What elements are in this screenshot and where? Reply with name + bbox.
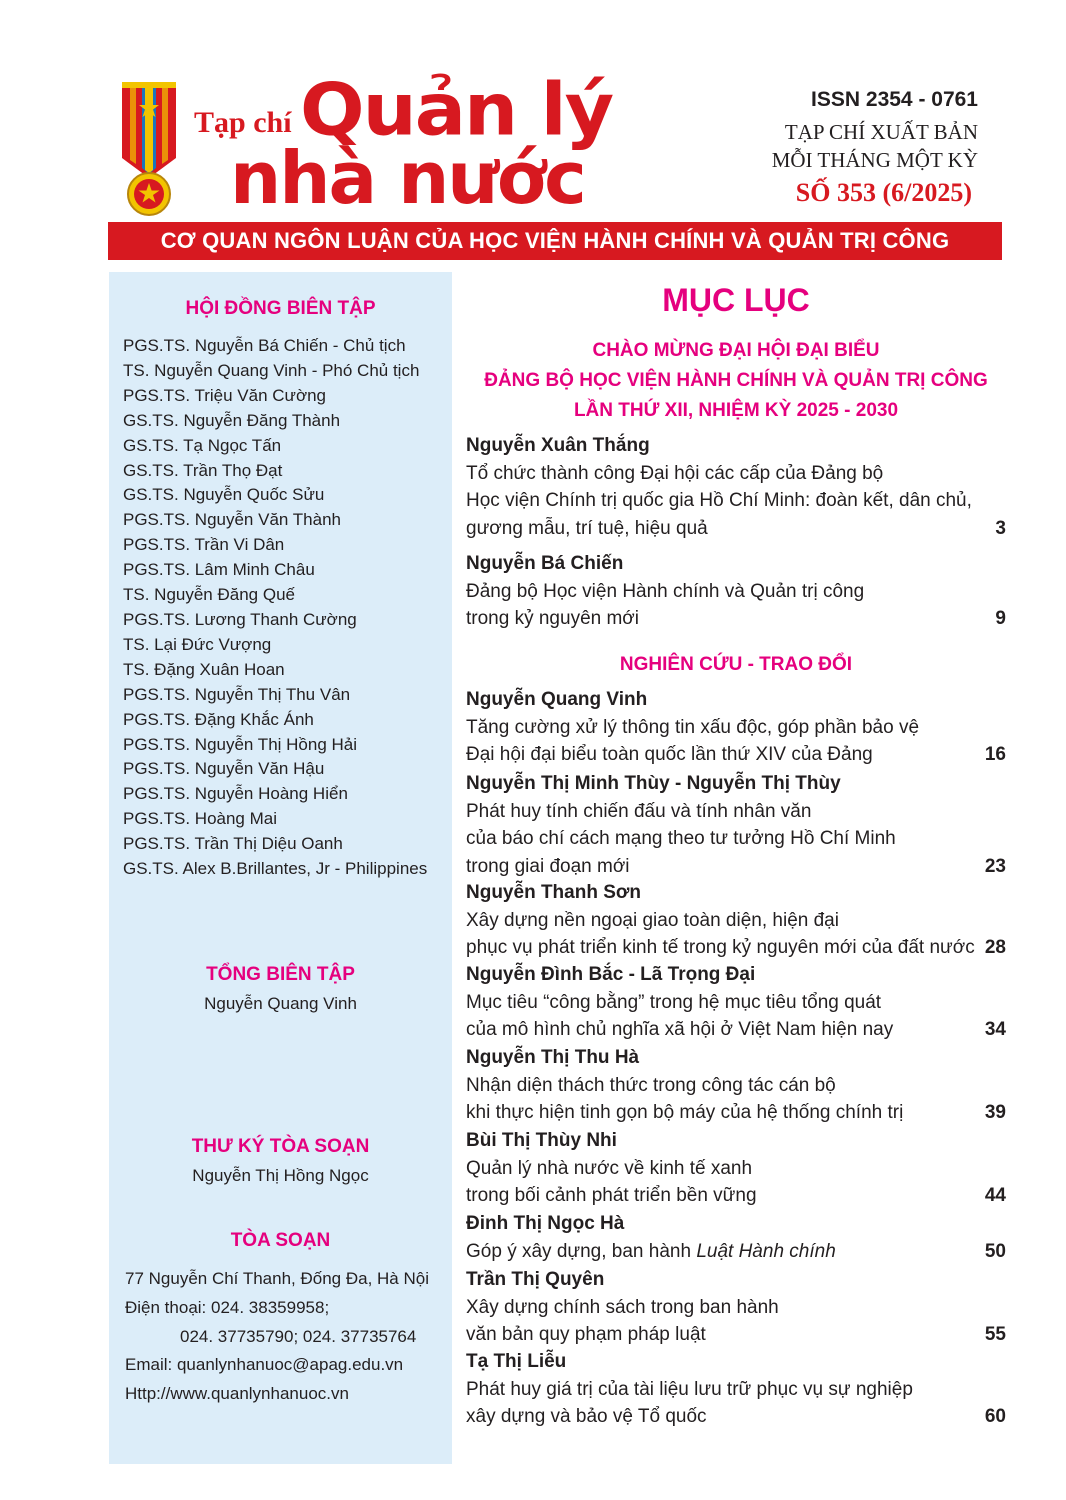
board-member: PGS.TS. Trần Thị Diệu Oanh [123, 834, 343, 854]
toc-entry-author: Nguyễn Quang Vinh [466, 689, 648, 710]
toc-entry-page-number: 55 [984, 1324, 1006, 1345]
board-member: PGS.TS. Đặng Khắc Ánh [123, 709, 314, 729]
editorial-sidebar [109, 272, 452, 1464]
toc-entry[interactable] [466, 1044, 1006, 1127]
toc-entry-title-line [466, 1155, 1006, 1183]
editor-in-chief-heading: TỔNG BIÊN TẬP [206, 964, 355, 985]
section-heading-congress-line-2: ĐẢNG BỘ HỌC VIỆN HÀNH CHÍNH VÀ QUẢN TRỊ CÔNG [484, 370, 988, 391]
board-member: PGS.TS. Nguyễn Thị Thu Vân [123, 684, 351, 704]
toc-entry-author: Tạ Thị Liễu [466, 1351, 567, 1372]
secretary-name: Nguyễn Thị Hồng Ngọc [192, 1166, 369, 1185]
journal-title-line-2: nhà nước [230, 136, 585, 220]
toc-entry-title-line [466, 515, 1006, 543]
board-member: PGS.TS. Trần Vi Dân [123, 535, 285, 555]
board-member: TS. Nguyễn Quang Vinh - Phó Chủ tịch [123, 360, 420, 380]
toc-entry-author: Nguyễn Xuân Thắng [466, 435, 650, 456]
board-member: PGS.TS. Lâm Minh Châu [123, 560, 315, 580]
toc-entry-title-line [466, 460, 1006, 488]
toc-entry-page-number: 39 [984, 1102, 1006, 1123]
toc-entry[interactable] [466, 1266, 1006, 1349]
section-heading-research: NGHIÊN CỨU - TRAO ĐỔI [619, 654, 853, 675]
toc-entry[interactable] [466, 1127, 1006, 1210]
board-member: GS.TS. Trần Thọ Đạt [123, 460, 283, 480]
office-website: Http://www.quanlynhanuoc.vn [125, 1384, 349, 1404]
office-contact [125, 1265, 429, 1409]
toc-entry-page-number: 50 [984, 1240, 1006, 1262]
toc-entry-title-line [466, 714, 1006, 742]
toc-entry[interactable] [466, 550, 1006, 633]
toc-entry-title-text: Nhận diện thách thức trong công tác cán bộ [466, 1074, 836, 1096]
toc-entry-title-line [466, 1403, 1006, 1431]
office-email: Email: quanlynhanuoc@apag.edu.vn [125, 1355, 404, 1375]
toc-entry-title-line [466, 907, 1006, 935]
toc-entry-title-text: xây dựng và bảo vệ Tổ quốc [466, 1406, 707, 1427]
toc-entry-title-text: của mô hình chủ nghĩa xã hội ở Việt Nam hiện nay [466, 1019, 894, 1040]
editorial-board-list [123, 334, 427, 882]
toc-entry-page-number: 23 [984, 855, 1006, 877]
toc-entry-title-text: Phát huy tính chiến đấu và tính nhân văn [466, 800, 812, 822]
toc-entry-title-italic: Luật Hành chính [696, 1240, 836, 1262]
toc-entry-title-line [466, 1182, 1006, 1210]
toc-entry-author: Nguyễn Đình Bắc - Lã Trọng Đại [466, 964, 756, 985]
office-phone-1: Điện thoại: 024. 38359958; [125, 1297, 330, 1317]
toc-entry-author: Bùi Thị Thùy Nhi [466, 1130, 617, 1151]
toc-entry-title-text: Phát huy giá trị của tài liệu lưu trữ phục vụ sự nghiệp [466, 1378, 913, 1400]
publisher-banner: CƠ QUAN NGÔN LUẬN CỦA HỌC VIỆN HÀNH CHÍNH VÀ QUẢN TRỊ CÔNG [108, 222, 1002, 260]
toc-entry-author: Nguyễn Thanh Sơn [466, 882, 642, 903]
toc-entry-title-text: phục vụ phát triển kinh tế trong kỷ nguyên mới của đất nước [466, 937, 975, 958]
toc-entry-title-line [466, 934, 1006, 962]
toc-entry[interactable] [466, 770, 1006, 880]
journal-title-line-1: Quản lý [300, 67, 613, 152]
toc-entry-title-text: Đảng bộ Học viện Hành chính và Quản trị công [466, 580, 865, 602]
editor-in-chief-name: Nguyễn Quang Vinh [204, 994, 357, 1013]
toc-entry-title-line [466, 1099, 1006, 1127]
board-member: GS.TS. Alex B.Brillantes, Jr - Philippines [123, 859, 428, 879]
toc-entry-title-line [466, 1321, 1006, 1349]
publication-frequency-line-2: MỖI THÁNG MỘT KỲ [771, 148, 978, 172]
board-member: GS.TS. Nguyễn Quốc Sửu [123, 485, 325, 505]
board-member: PGS.TS. Nguyễn Thị Hồng Hải [123, 734, 358, 754]
journal-prefix: Tạp chí [194, 106, 292, 139]
toc-entry-title-text: Xây dựng chính sách trong ban hành [466, 1296, 779, 1318]
board-member: TS. Đặng Xuân Hoan [123, 659, 285, 679]
toc-entry[interactable] [466, 432, 1006, 542]
board-member: GS.TS. Nguyễn Đăng Thành [123, 410, 341, 430]
issn-number: ISSN 2354 - 0761 [811, 88, 978, 111]
toc-entry[interactable] [466, 1348, 1006, 1431]
toc-entry-title-line [466, 1016, 1006, 1044]
toc-entry-page-number: 44 [984, 1185, 1006, 1206]
toc-entry-author: Nguyễn Thị Minh Thùy - Nguyễn Thị Thùy [466, 773, 841, 794]
board-member: PGS.TS. Nguyễn Bá Chiến - Chủ tịch [123, 336, 406, 355]
order-medal-emblem [118, 82, 180, 218]
toc-entry-title-line [466, 1294, 1006, 1322]
toc-entry-title-text: văn bản quy phạm pháp luật [466, 1324, 706, 1345]
toc-entry-title-text: Xây dựng nền ngoại giao toàn diện, hiện đại [466, 909, 839, 931]
toc-entry-author: Đinh Thị Ngọc Hà [466, 1213, 625, 1234]
publication-frequency-line-1: TẠP CHÍ XUẤT BẢN [784, 120, 978, 144]
issue-number: SỐ 353 (6/2025) [795, 178, 972, 207]
section-heading-congress-line-1: CHÀO MỪNG ĐẠI HỘI ĐẠI BIỂU [592, 340, 880, 361]
toc-entry-title-text: Tăng cường xử lý thông tin xấu độc, góp phần bảo vệ [466, 716, 920, 738]
board-member: PGS.TS. Nguyễn Hoàng Hiển [123, 784, 348, 804]
toc-entry-page-number: 60 [984, 1406, 1006, 1427]
toc-entry-author: Nguyễn Thị Thu Hà [466, 1047, 640, 1068]
board-member: PGS.TS. Hoàng Mai [123, 809, 278, 829]
board-member: PGS.TS. Lương Thanh Cường [123, 609, 357, 629]
toc-entry-title-line [466, 487, 1006, 515]
board-member: GS.TS. Tạ Ngọc Tấn [123, 435, 282, 455]
toc-entry-page-number: 9 [995, 608, 1006, 629]
toc-entry-title-text: khi thực hiện tinh gọn bộ máy của hệ thống chính trị [466, 1102, 904, 1123]
toc-entry-title-text: Học viện Chính trị quốc gia Hồ Chí Minh: đoàn kết, dân chủ, [466, 490, 972, 511]
toc-entry-title-line [466, 825, 1006, 853]
secretary-heading: THƯ KÝ TÒA SOẠN [191, 1136, 370, 1157]
board-member: PGS.TS. Nguyễn Văn Thành [123, 510, 341, 530]
office-phone-2: 024. 37735790; 024. 37735764 [180, 1326, 417, 1346]
table-of-contents [466, 282, 1006, 1442]
board-member: TS. Nguyễn Đăng Quế [123, 585, 295, 605]
toc-entry-title-text: Quản lý nhà nước về kinh tế xanh [466, 1157, 753, 1179]
toc-entry-title-text: của báo chí cách mạng theo tư tưởng Hồ Chí Minh [466, 828, 896, 849]
toc-entry-title-line [466, 1376, 1006, 1404]
toc-entry[interactable] [466, 961, 1006, 1044]
toc-entry-title-text: Tổ chức thành công Đại hội các cấp của Đảng bộ [466, 462, 884, 484]
toc-entry-title-line [466, 605, 1006, 633]
toc-entry-title-line [466, 989, 1006, 1017]
toc-entry-title-text: trong giai đoạn mới [466, 855, 630, 877]
toc-entry-author: Trần Thị Quyên [466, 1269, 605, 1290]
board-member: PGS.TS. Triệu Văn Cường [123, 385, 326, 405]
toc-entry-page-number: 3 [995, 517, 1006, 539]
toc-entry-page-number: 16 [984, 744, 1006, 765]
board-member: PGS.TS. Nguyễn Văn Hậu [123, 759, 325, 779]
toc-entry-title-line [466, 1072, 1006, 1100]
toc-entry-title-text: Mục tiêu “công bằng” trong hệ mục tiêu tổng quát [466, 991, 882, 1013]
toc-entry-title-line [466, 1238, 1006, 1266]
office-heading: TÒA SOẠN [230, 1230, 331, 1251]
toc-entry[interactable] [466, 686, 1006, 769]
office-address: 77 Nguyễn Chí Thanh, Đống Đa, Hà Nội [125, 1269, 429, 1288]
toc-entry-title-text: trong bối cảnh phát triển bền vững [466, 1185, 757, 1206]
toc-entry-title-line [466, 578, 1006, 606]
toc-entry-author: Nguyễn Bá Chiến [466, 553, 624, 574]
toc-entry[interactable] [466, 879, 1006, 962]
section-heading-congress-line-3: LẦN THỨ XII, NHIỆM KỲ 2025 - 2030 [573, 400, 899, 421]
toc-entry-page-number: 34 [984, 1019, 1006, 1040]
toc-entry-title-line [466, 853, 1006, 881]
board-member: TS. Lại Đức Vượng [123, 634, 272, 654]
toc-entry[interactable] [466, 1210, 1006, 1265]
toc-entry-title-text: Đại hội đại biểu toàn quốc lần thứ XIV của Đảng [466, 744, 873, 765]
toc-entry-title-text: gương mẫu, trí tuệ, hiệu quả [466, 517, 708, 539]
toc-entry-page-number: 28 [984, 937, 1006, 958]
toc-entry-title-line [466, 798, 1006, 826]
toc-title: MỤC LỤC [662, 282, 810, 318]
toc-entry-title-text: trong kỷ nguyên mới [466, 608, 639, 629]
editorial-board-heading: HỘI ĐỒNG BIÊN TẬP [185, 298, 376, 319]
toc-entry-title-line [466, 741, 1006, 769]
toc-entry-title-text: Góp ý xây dựng, ban hành [466, 1240, 692, 1262]
